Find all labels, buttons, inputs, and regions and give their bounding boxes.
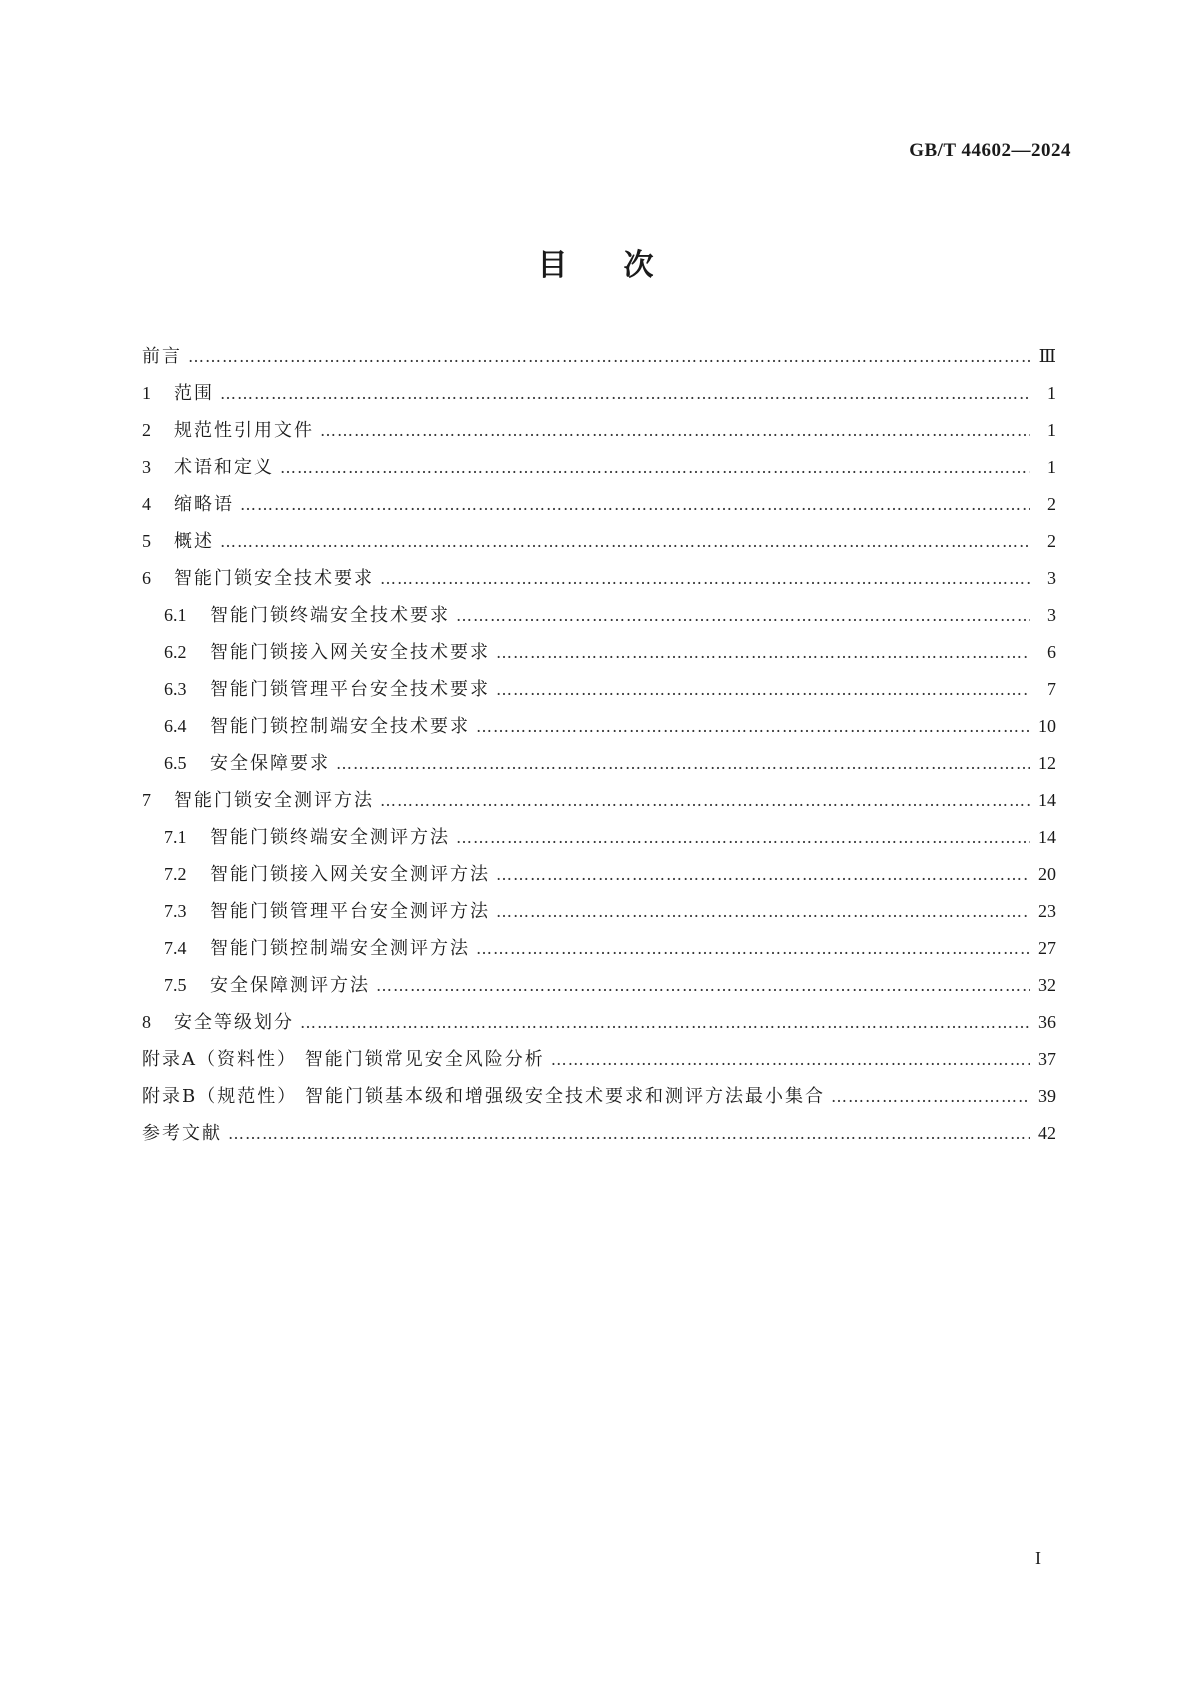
- toc-dot-leader: [476, 708, 1030, 745]
- toc-dot-leader: [220, 375, 1030, 412]
- toc-entry[interactable]: [142, 708, 1056, 745]
- toc-entry[interactable]: [142, 597, 1056, 634]
- toc-entry-page: 1: [1047, 457, 1056, 477]
- toc-dot-leader: [240, 486, 1030, 523]
- toc-entry-page: 23: [1038, 901, 1056, 921]
- toc-entry-number: 6.1: [164, 605, 187, 625]
- toc-entry[interactable]: [142, 819, 1056, 856]
- toc-dot-leader: [336, 745, 1030, 782]
- toc-entry-number: 6.2: [164, 642, 187, 662]
- toc-entry-number: 6.3: [164, 679, 187, 699]
- toc-dot-leader: [300, 1004, 1030, 1041]
- page-title: 目次: [537, 248, 710, 283]
- toc-entry-label: 概述: [174, 531, 214, 552]
- toc-entry-page: 3: [1047, 568, 1056, 588]
- toc-dot-leader: [280, 449, 1030, 486]
- toc-entry-label: 安全保障要求: [210, 753, 330, 774]
- toc-entry-label: 智能门锁接入网关安全测评方法: [210, 864, 490, 885]
- toc-entry[interactable]: [142, 449, 1056, 486]
- toc-entry-page: 39: [1038, 1086, 1056, 1106]
- toc-entry-number: 7.3: [164, 901, 187, 921]
- toc-entry-number: 7.4: [164, 938, 187, 958]
- toc-entry-label: 参考文献: [142, 1123, 222, 1144]
- page-number: I: [1035, 1548, 1041, 1568]
- toc-entry-number: 6.4: [164, 716, 187, 736]
- toc-entry[interactable]: [142, 1041, 1056, 1078]
- toc-entry-number: 6: [142, 568, 151, 588]
- toc-entry-number: 4: [142, 494, 151, 514]
- toc-entry[interactable]: [142, 523, 1056, 560]
- toc-entry-page: 12: [1038, 753, 1056, 773]
- toc-dot-leader: [380, 560, 1030, 597]
- toc-entry-number: 7.5: [164, 975, 187, 995]
- toc-entry[interactable]: [142, 634, 1056, 671]
- toc-entry[interactable]: [142, 967, 1056, 1004]
- toc-entry-page: 2: [1047, 494, 1056, 514]
- toc-entry-page: 37: [1038, 1049, 1056, 1069]
- toc-entry[interactable]: [142, 856, 1056, 893]
- toc-entry-page: 20: [1038, 864, 1056, 884]
- toc-entry[interactable]: [142, 1078, 1056, 1115]
- toc-entry-page: 27: [1038, 938, 1056, 958]
- toc-dot-leader: [456, 597, 1030, 634]
- toc-dot-leader: [831, 1078, 1030, 1115]
- toc-entry-number: 3: [142, 457, 151, 477]
- toc-dot-leader: [551, 1041, 1030, 1078]
- toc-entry-label: 智能门锁安全技术要求: [174, 568, 374, 589]
- toc-entry-label: 智能门锁控制端安全技术要求: [210, 716, 470, 737]
- toc-entry-number: 2: [142, 420, 151, 440]
- toc-dot-leader: [496, 634, 1030, 671]
- toc-entry-label: 规范性引用文件: [174, 420, 314, 441]
- toc-entry-label: 附录B（规范性） 智能门锁基本级和增强级安全技术要求和测评方法最小集合: [142, 1086, 825, 1107]
- toc-entry-label: 范围: [174, 383, 214, 404]
- toc-entry-number: 6.5: [164, 753, 187, 773]
- toc-dot-leader: [496, 893, 1030, 930]
- toc-dot-leader: [188, 338, 1030, 375]
- toc-entry[interactable]: [142, 560, 1056, 597]
- toc-entry-label: 附录A（资料性） 智能门锁常见安全风险分析: [142, 1049, 545, 1070]
- toc-entry-page: 14: [1038, 827, 1056, 847]
- toc-entry-label: 智能门锁终端安全技术要求: [210, 605, 450, 626]
- standard-number: GB/T 44602—2024: [909, 140, 1071, 161]
- toc-entry-number: 5: [142, 531, 151, 551]
- toc-entry[interactable]: [142, 412, 1056, 449]
- toc-entry-label: 智能门锁安全测评方法: [174, 790, 374, 811]
- toc-entry-label: 缩略语: [174, 494, 234, 515]
- toc-dot-leader: [320, 412, 1030, 449]
- toc-dot-leader: [496, 671, 1030, 708]
- toc-entry[interactable]: [142, 671, 1056, 708]
- toc-entry[interactable]: [142, 893, 1056, 930]
- toc-entry-number: 7.2: [164, 864, 187, 884]
- toc-entry-page: 3: [1047, 605, 1056, 625]
- toc-dot-leader: [376, 967, 1030, 1004]
- table-of-contents: [142, 338, 1056, 1152]
- toc-entry-page: 2: [1047, 531, 1056, 551]
- toc-entry-page: 14: [1038, 790, 1056, 810]
- toc-entry-page: 1: [1047, 383, 1056, 403]
- toc-entry-page: 10: [1038, 716, 1056, 736]
- toc-dot-leader: [496, 856, 1030, 893]
- toc-entry[interactable]: [142, 375, 1056, 412]
- toc-entry-number: 7.1: [164, 827, 187, 847]
- toc-dot-leader: [220, 523, 1030, 560]
- toc-dot-leader: [228, 1115, 1030, 1152]
- toc-entry[interactable]: [142, 930, 1056, 967]
- toc-entry-page: 7: [1047, 679, 1056, 699]
- toc-entry[interactable]: [142, 745, 1056, 782]
- toc-entry-label: 术语和定义: [174, 457, 274, 478]
- toc-entry-page: 42: [1038, 1123, 1056, 1143]
- toc-entry-number: 1: [142, 383, 151, 403]
- toc-entry-label: 智能门锁管理平台安全测评方法: [210, 901, 490, 922]
- toc-entry-number: 7: [142, 790, 151, 810]
- toc-entry[interactable]: [142, 338, 1056, 375]
- toc-entry-label: 智能门锁接入网关安全技术要求: [210, 642, 490, 663]
- toc-dot-leader: [476, 930, 1030, 967]
- toc-entry-page: 1: [1047, 420, 1056, 440]
- toc-entry-label: 前言: [142, 346, 182, 367]
- toc-entry-page: 36: [1038, 1012, 1056, 1032]
- toc-entry-page: 6: [1047, 642, 1056, 662]
- toc-entry-page: Ⅲ: [1038, 346, 1056, 366]
- toc-entry-label: 安全等级划分: [174, 1012, 294, 1033]
- toc-entry[interactable]: [142, 486, 1056, 523]
- toc-entry[interactable]: [142, 1004, 1056, 1041]
- toc-entry-number: 8: [142, 1012, 151, 1032]
- toc-entry-label: 安全保障测评方法: [210, 975, 370, 996]
- toc-entry-label: 智能门锁管理平台安全技术要求: [210, 679, 490, 700]
- toc-entry-label: 智能门锁控制端安全测评方法: [210, 938, 470, 959]
- toc-entry[interactable]: [142, 782, 1056, 819]
- toc-entry-page: 32: [1038, 975, 1056, 995]
- toc-entry[interactable]: [142, 1115, 1056, 1152]
- toc-dot-leader: [380, 782, 1030, 819]
- toc-entry-label: 智能门锁终端安全测评方法: [210, 827, 450, 848]
- toc-dot-leader: [456, 819, 1030, 856]
